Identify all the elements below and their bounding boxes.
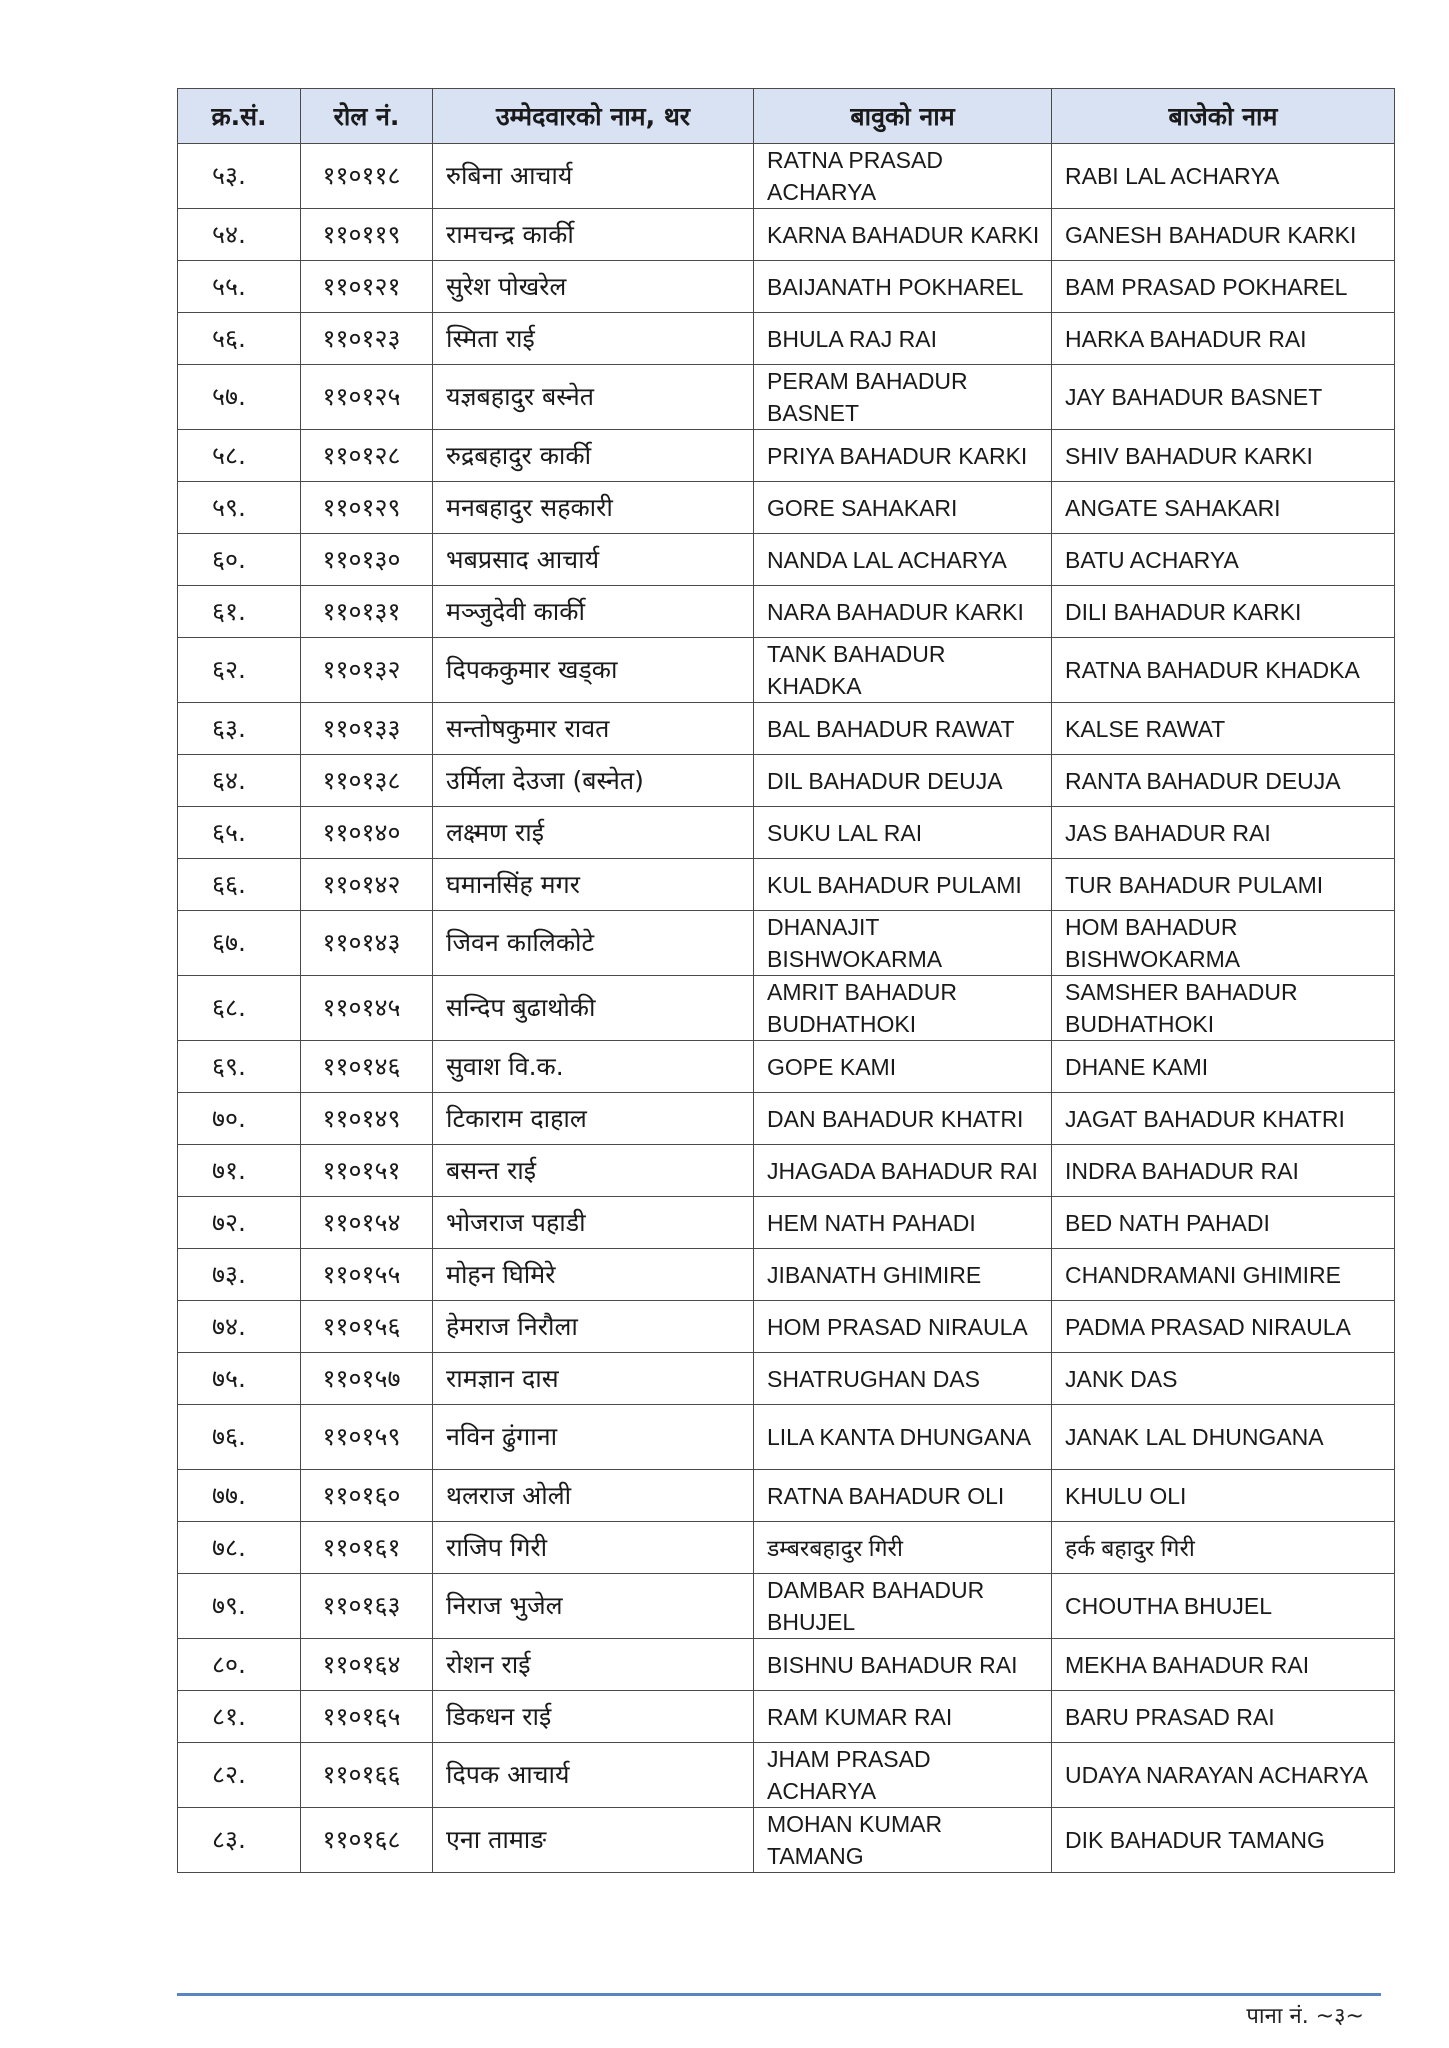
serial-number-cell: ७४. [178, 1301, 301, 1353]
candidate-name-cell: नविन ढुंगाना [433, 1405, 754, 1470]
candidate-name-cell: यज्ञबहादुर बस्नेत [433, 365, 754, 430]
table-row [178, 261, 1395, 313]
father-name-cell: DIL BAHADUR DEUJA [754, 755, 1052, 807]
father-name-cell: MOHAN KUMAR TAMANG [754, 1808, 1052, 1873]
serial-number-cell: ७२. [178, 1197, 301, 1249]
serial-number-cell: ६१. [178, 586, 301, 638]
candidate-name-cell: भबप्रसाद आचार्य [433, 534, 754, 586]
grandfather-name-cell: RANTA BAHADUR DEUJA [1052, 755, 1395, 807]
grandfather-name-cell: JAS BAHADUR RAI [1052, 807, 1395, 859]
father-name-cell: PRIYA BAHADUR KARKI [754, 430, 1052, 482]
father-name-cell: JHAM PRASAD ACHARYA [754, 1743, 1052, 1808]
serial-number-cell: ७७. [178, 1470, 301, 1522]
serial-number-cell: ६२. [178, 638, 301, 703]
table-row [178, 1249, 1395, 1301]
grandfather-name-cell: SHIV BAHADUR KARKI [1052, 430, 1395, 482]
candidate-name-cell: मञ्जुदेवी कार्की [433, 586, 754, 638]
candidate-name-cell: स्मिता राई [433, 313, 754, 365]
roll-number-cell: ११०१६३ [301, 1574, 433, 1639]
roll-number-cell: ११०१२५ [301, 365, 433, 430]
roll-number-cell: ११०१६५ [301, 1691, 433, 1743]
grandfather-name-cell: HARKA BAHADUR RAI [1052, 313, 1395, 365]
table-row [178, 976, 1395, 1041]
table-row [178, 1041, 1395, 1093]
candidate-name-cell: घमानसिंह मगर [433, 859, 754, 911]
table-row [178, 1743, 1395, 1808]
table-row [178, 534, 1395, 586]
header-serial-number: क्र.सं. [178, 89, 301, 144]
grandfather-name-cell: INDRA BAHADUR RAI [1052, 1145, 1395, 1197]
roll-number-cell: ११०१६८ [301, 1808, 433, 1873]
roll-number-cell: ११०१६० [301, 1470, 433, 1522]
table-row [178, 586, 1395, 638]
candidate-name-cell: रामज्ञान दास [433, 1353, 754, 1405]
father-name-cell: KARNA BAHADUR KARKI [754, 209, 1052, 261]
father-name-cell: GORE SAHAKARI [754, 482, 1052, 534]
roll-number-cell: ११०१५९ [301, 1405, 433, 1470]
table-row [178, 482, 1395, 534]
table-body [178, 144, 1395, 1873]
roll-number-cell: ११०१४६ [301, 1041, 433, 1093]
table-row [178, 1353, 1395, 1405]
grandfather-name-cell: BAM PRASAD POKHAREL [1052, 261, 1395, 313]
father-name-cell: RATNA PRASAD ACHARYA [754, 144, 1052, 209]
grandfather-name-cell: हर्क बहादुर गिरी [1052, 1522, 1395, 1574]
candidate-name-cell: जिवन कालिकोटे [433, 911, 754, 976]
roll-number-cell: ११०१५४ [301, 1197, 433, 1249]
serial-number-cell: ७१. [178, 1145, 301, 1197]
table-row [178, 313, 1395, 365]
header-grandfather-name: बाजेको नाम [1052, 89, 1395, 144]
grandfather-name-cell: RABI LAL ACHARYA [1052, 144, 1395, 209]
table-header [178, 89, 1395, 144]
serial-number-cell: ५७. [178, 365, 301, 430]
candidate-name-cell: सुवाश वि.क. [433, 1041, 754, 1093]
serial-number-cell: ६८. [178, 976, 301, 1041]
grandfather-name-cell: BED NATH PAHADI [1052, 1197, 1395, 1249]
grandfather-name-cell: BATU ACHARYA [1052, 534, 1395, 586]
table-row [178, 1301, 1395, 1353]
grandfather-name-cell: JANAK LAL DHUNGANA [1052, 1405, 1395, 1470]
serial-number-cell: ७३. [178, 1249, 301, 1301]
serial-number-cell: ७९. [178, 1574, 301, 1639]
grandfather-name-cell: ANGATE SAHAKARI [1052, 482, 1395, 534]
father-name-cell: BHULA RAJ RAI [754, 313, 1052, 365]
table-row [178, 638, 1395, 703]
candidate-name-cell: दिपक आचार्य [433, 1743, 754, 1808]
roll-number-cell: ११०११८ [301, 144, 433, 209]
roll-number-cell: ११०१५६ [301, 1301, 433, 1353]
table-row [178, 1574, 1395, 1639]
father-name-cell: HOM PRASAD NIRAULA [754, 1301, 1052, 1353]
serial-number-cell: ६६. [178, 859, 301, 911]
serial-number-cell: ८३. [178, 1808, 301, 1873]
table-row [178, 1691, 1395, 1743]
header-roll-number: रोल नं. [301, 89, 433, 144]
table-row [178, 1522, 1395, 1574]
roll-number-cell: ११०१५१ [301, 1145, 433, 1197]
serial-number-cell: ६०. [178, 534, 301, 586]
roll-number-cell: ११०११९ [301, 209, 433, 261]
table-row [178, 911, 1395, 976]
roll-number-cell: ११०१४३ [301, 911, 433, 976]
candidate-name-cell: रुबिना आचार्य [433, 144, 754, 209]
grandfather-name-cell: JANK DAS [1052, 1353, 1395, 1405]
roll-number-cell: ११०१३८ [301, 755, 433, 807]
roll-number-cell: ११०१६६ [301, 1743, 433, 1808]
father-name-cell: JIBANATH GHIMIRE [754, 1249, 1052, 1301]
grandfather-name-cell: DILI BAHADUR KARKI [1052, 586, 1395, 638]
serial-number-cell: ५८. [178, 430, 301, 482]
table-row [178, 1639, 1395, 1691]
candidate-name-cell: हेमराज निरौला [433, 1301, 754, 1353]
father-name-cell: KUL BAHADUR PULAMI [754, 859, 1052, 911]
candidate-name-cell: मोहन घिमिरे [433, 1249, 754, 1301]
serial-number-cell: ६५. [178, 807, 301, 859]
header-father-name: बावुको नाम [754, 89, 1052, 144]
grandfather-name-cell: UDAYA NARAYAN ACHARYA [1052, 1743, 1395, 1808]
serial-number-cell: ५५. [178, 261, 301, 313]
father-name-cell: BAIJANATH POKHAREL [754, 261, 1052, 313]
candidate-name-cell: टिकाराम दाहाल [433, 1093, 754, 1145]
serial-number-cell: ७८. [178, 1522, 301, 1574]
father-name-cell: NANDA LAL ACHARYA [754, 534, 1052, 586]
father-name-cell: SUKU LAL RAI [754, 807, 1052, 859]
father-name-cell: NARA BAHADUR KARKI [754, 586, 1052, 638]
roll-number-cell: ११०१२३ [301, 313, 433, 365]
roll-number-cell: ११०१३२ [301, 638, 433, 703]
father-name-cell: DHANAJIT BISHWOKARMA [754, 911, 1052, 976]
grandfather-name-cell: GANESH BAHADUR KARKI [1052, 209, 1395, 261]
father-name-cell: DAN BAHADUR KHATRI [754, 1093, 1052, 1145]
candidate-name-cell: मनबहादुर सहकारी [433, 482, 754, 534]
grandfather-name-cell: DIK BAHADUR TAMANG [1052, 1808, 1395, 1873]
roll-number-cell: ११०१२८ [301, 430, 433, 482]
table-row [178, 365, 1395, 430]
table-row [178, 1808, 1395, 1873]
grandfather-name-cell: CHANDRAMANI GHIMIRE [1052, 1249, 1395, 1301]
table-row [178, 209, 1395, 261]
roll-number-cell: ११०१४० [301, 807, 433, 859]
roll-number-cell: ११०१५७ [301, 1353, 433, 1405]
candidate-name-cell: डिकधन राई [433, 1691, 754, 1743]
father-name-cell: SHATRUGHAN DAS [754, 1353, 1052, 1405]
table-row [178, 755, 1395, 807]
father-name-cell: डम्बरबहादुर गिरी [754, 1522, 1052, 1574]
father-name-cell: LILA KANTA DHUNGANA [754, 1405, 1052, 1470]
candidate-name-cell: सन्तोषकुमार रावत [433, 703, 754, 755]
header-candidate-name: उम्मेदवारको नाम, थर [433, 89, 754, 144]
grandfather-name-cell: BARU PRASAD RAI [1052, 1691, 1395, 1743]
roll-number-cell: ११०१२९ [301, 482, 433, 534]
serial-number-cell: ८०. [178, 1639, 301, 1691]
roll-number-cell: ११०१३१ [301, 586, 433, 638]
roll-number-cell: ११०१३३ [301, 703, 433, 755]
grandfather-name-cell: JAY BAHADUR BASNET [1052, 365, 1395, 430]
candidate-name-cell: रामचन्द्र कार्की [433, 209, 754, 261]
table-row [178, 807, 1395, 859]
candidate-name-cell: लक्ष्मण राई [433, 807, 754, 859]
grandfather-name-cell: KHULU OLI [1052, 1470, 1395, 1522]
candidate-name-cell: भोजराज पहाडी [433, 1197, 754, 1249]
roll-number-cell: ११०१३० [301, 534, 433, 586]
father-name-cell: RAM KUMAR RAI [754, 1691, 1052, 1743]
serial-number-cell: ६३. [178, 703, 301, 755]
table-row [178, 703, 1395, 755]
serial-number-cell: ८१. [178, 1691, 301, 1743]
candidate-table [177, 88, 1395, 1873]
footer-divider [177, 1993, 1381, 1996]
father-name-cell: AMRIT BAHADUR BUDHATHOKI [754, 976, 1052, 1041]
table-row [178, 1197, 1395, 1249]
roll-number-cell: ११०१४९ [301, 1093, 433, 1145]
grandfather-name-cell: TUR BAHADUR PULAMI [1052, 859, 1395, 911]
serial-number-cell: ७६. [178, 1405, 301, 1470]
candidate-name-cell: एना तामाङ [433, 1808, 754, 1873]
candidate-name-cell: बसन्त राई [433, 1145, 754, 1197]
father-name-cell: GOPE KAMI [754, 1041, 1052, 1093]
roll-number-cell: ११०१६४ [301, 1639, 433, 1691]
serial-number-cell: ७०. [178, 1093, 301, 1145]
roll-number-cell: ११०१६१ [301, 1522, 433, 1574]
father-name-cell: RATNA BAHADUR OLI [754, 1470, 1052, 1522]
roll-number-cell: ११०१२१ [301, 261, 433, 313]
serial-number-cell: ५६. [178, 313, 301, 365]
father-name-cell: BISHNU BAHADUR RAI [754, 1639, 1052, 1691]
serial-number-cell: ५३. [178, 144, 301, 209]
serial-number-cell: ८२. [178, 1743, 301, 1808]
table-row [178, 1405, 1395, 1470]
grandfather-name-cell: HOM BAHADUR BISHWOKARMA [1052, 911, 1395, 976]
roll-number-cell: ११०१४२ [301, 859, 433, 911]
candidate-name-cell: दिपककुमार खड्का [433, 638, 754, 703]
father-name-cell: HEM NATH PAHADI [754, 1197, 1052, 1249]
father-name-cell: TANK BAHADUR KHADKA [754, 638, 1052, 703]
serial-number-cell: ५४. [178, 209, 301, 261]
table-row [178, 1145, 1395, 1197]
grandfather-name-cell: SAMSHER BAHADUR BUDHATHOKI [1052, 976, 1395, 1041]
grandfather-name-cell: CHOUTHA BHUJEL [1052, 1574, 1395, 1639]
father-name-cell: PERAM BAHADUR BASNET [754, 365, 1052, 430]
grandfather-name-cell: KALSE RAWAT [1052, 703, 1395, 755]
candidate-name-cell: सुरेश पोखरेल [433, 261, 754, 313]
candidate-name-cell: रोशन राई [433, 1639, 754, 1691]
roll-number-cell: ११०१५५ [301, 1249, 433, 1301]
candidate-name-cell: राजिप गिरी [433, 1522, 754, 1574]
serial-number-cell: ५९. [178, 482, 301, 534]
candidate-name-cell: थलराज ओली [433, 1470, 754, 1522]
grandfather-name-cell: MEKHA BAHADUR RAI [1052, 1639, 1395, 1691]
father-name-cell: BAL BAHADUR RAWAT [754, 703, 1052, 755]
serial-number-cell: ६४. [178, 755, 301, 807]
candidate-name-cell: निराज भुजेल [433, 1574, 754, 1639]
grandfather-name-cell: DHANE KAMI [1052, 1041, 1395, 1093]
candidate-name-cell: रुद्रबहादुर कार्की [433, 430, 754, 482]
table-row [178, 1470, 1395, 1522]
table-row [178, 430, 1395, 482]
serial-number-cell: ७५. [178, 1353, 301, 1405]
page-number: पाना नं. ~३~ [1246, 2004, 1364, 2029]
candidate-name-cell: उर्मिला देउजा (बस्नेत) [433, 755, 754, 807]
table-row [178, 144, 1395, 209]
grandfather-name-cell: RATNA BAHADUR KHADKA [1052, 638, 1395, 703]
serial-number-cell: ६७. [178, 911, 301, 976]
table-row [178, 859, 1395, 911]
grandfather-name-cell: PADMA PRASAD NIRAULA [1052, 1301, 1395, 1353]
grandfather-name-cell: JAGAT BAHADUR KHATRI [1052, 1093, 1395, 1145]
father-name-cell: JHAGADA BAHADUR RAI [754, 1145, 1052, 1197]
candidate-name-cell: सन्दिप बुढाथोकी [433, 976, 754, 1041]
roll-number-cell: ११०१४५ [301, 976, 433, 1041]
table-row [178, 1093, 1395, 1145]
serial-number-cell: ६९. [178, 1041, 301, 1093]
father-name-cell: DAMBAR BAHADUR BHUJEL [754, 1574, 1052, 1639]
